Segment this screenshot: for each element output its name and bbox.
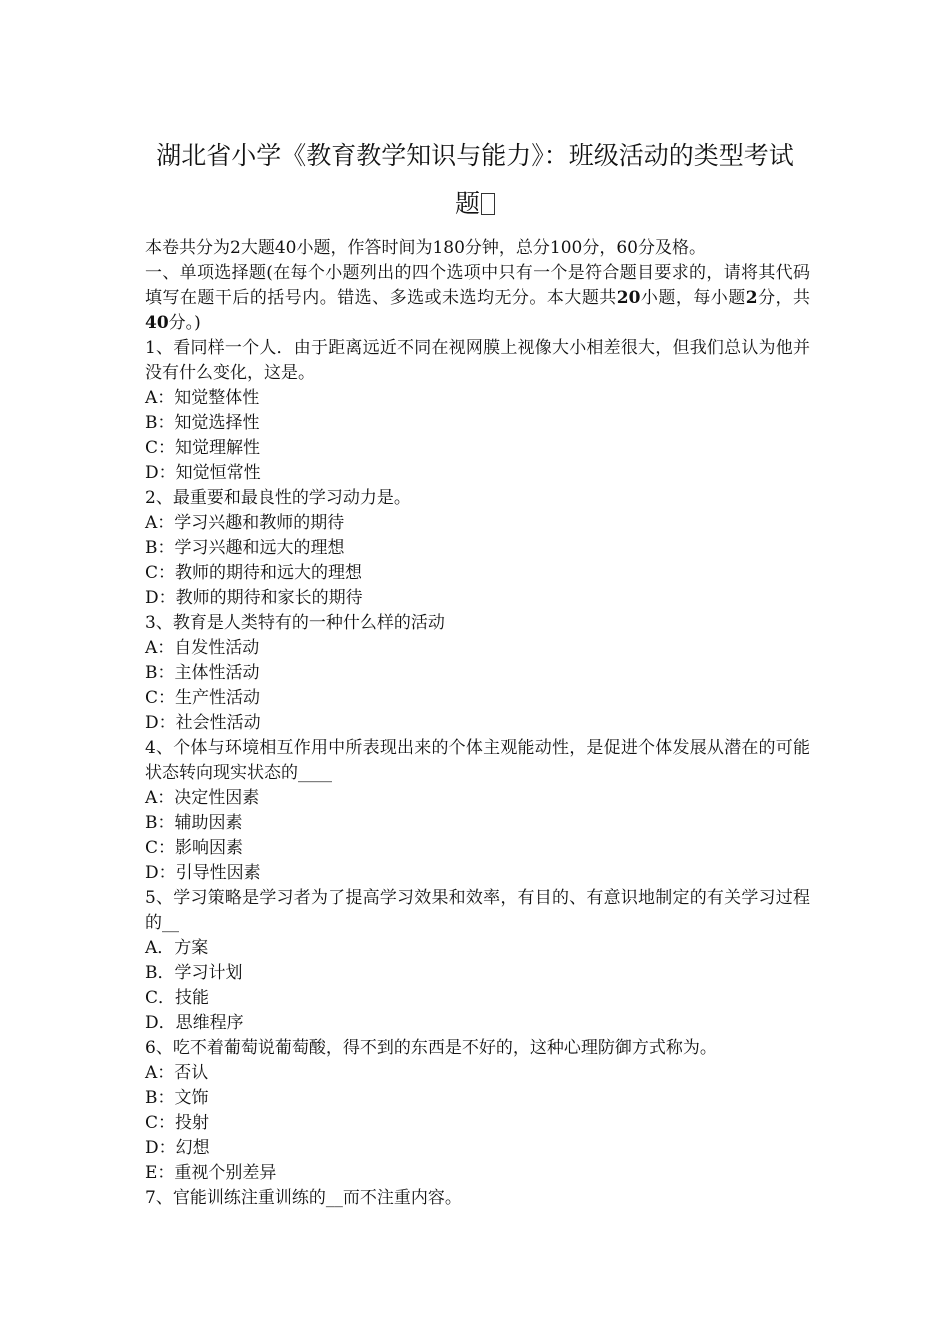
question-option: D：幻想 [145,1138,210,1158]
question-option: A：知觉整体性 [145,388,260,408]
section-points-each: 2 [745,288,758,308]
question-option: C：知觉理解性 [145,438,261,458]
document-title-line-2-text: 题 [454,189,480,218]
question-option: C：教师的期待和远大的理想 [145,563,363,583]
section-total-points: 40 [145,313,169,333]
exam-intro: 本卷共分为2大题40小题，作答时间为180分钟，总分100分，60分及格。 [145,238,706,258]
question-option: C：生产性活动 [145,688,261,708]
question-stem: 4、个体与环境相互作用中所表现出来的个体主观能动性，是促进个体发展从潜在的可能状态转向现实状态的____ [145,738,810,783]
question-option: B．学习计划 [145,963,243,983]
document-body [145,236,810,1211]
section-text-b: 小题，每小题 [640,288,746,308]
question-option: D：社会性活动 [145,713,261,733]
question-option: D．思维程序 [145,1013,244,1033]
question-option: C：影响因素 [145,838,244,858]
question-stem: 1、看同样一个人．由于距离远近不同在视网膜上视像大小相差很大，但我们总认为他并没有什么变化，这是。 [145,338,810,383]
document-title-line-2 [120,184,830,224]
question-option: E：重视个别差异 [145,1163,277,1183]
question-option: D：引导性因素 [145,863,261,883]
section-instructions [145,261,810,336]
question-option: A：否认 [145,1063,209,1083]
question-option: B：辅助因素 [145,813,243,833]
question-option: D：知觉恒常性 [145,463,261,483]
question-option: B：文饰 [145,1088,209,1108]
question-option: B：知觉选择性 [145,413,260,433]
question-option: A：学习兴趣和教师的期待 [145,513,345,533]
question-stem: 2、最重要和最良性的学习动力是。 [145,488,411,508]
question-option: A：自发性活动 [145,638,260,658]
section-text-c: 分，共 [757,288,811,308]
question-stem: 7、官能训练注重训练的__而不注重内容。 [145,1188,462,1208]
question-stem: 6、吃不着葡萄说葡萄酸，得不到的东西是不好的，这种心理防御方式称为。 [145,1038,717,1058]
question-option: A：决定性因素 [145,788,260,808]
question-option: A．方案 [145,938,209,958]
question-option: D：教师的期待和家长的期待 [145,588,363,608]
question-stem: 5、学习策略是学习者为了提高学习效果和效率，有目的、有意识地制定的有关学习过程的__ [145,888,810,933]
question-option: C．技能 [145,988,210,1008]
question-option: C：投射 [145,1113,210,1133]
section-text-a: 一、单项选择题(在每个小题列出的四个选项中只有一个是符合题目要求的，请将其代码填写在题干后的括号内。错选、多选或未选均无分。本大题共 [145,263,810,308]
question-stem: 3、教育是人类特有的一种什么样的活动 [145,613,445,633]
question-option: B：学习兴趣和远大的理想 [145,538,345,558]
document-title-line-1: 湖北省小学《教育教学知识与能力》：班级活动的类型考试 [156,141,794,170]
section-text-d: 分。) [168,313,201,333]
question-option: B：主体性活动 [145,663,260,683]
section-question-count: 20 [616,288,641,308]
missing-glyph-icon [481,193,495,215]
